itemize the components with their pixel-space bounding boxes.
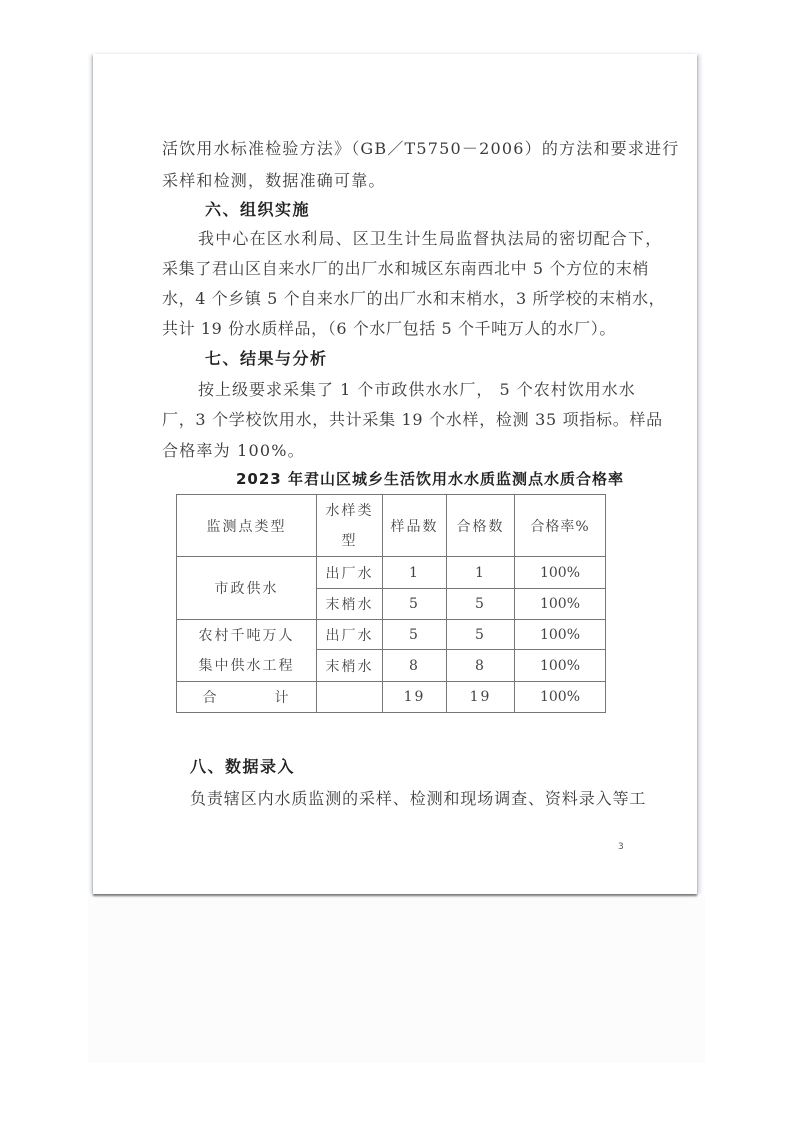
scan-background	[88, 895, 705, 1063]
header-cell	[317, 495, 383, 557]
qualified-cell: 5	[447, 620, 515, 650]
total-label-b: 计	[274, 690, 291, 706]
total-label-cell	[177, 682, 317, 713]
sample-type-cell: 出厂水	[317, 557, 383, 589]
site-type-line: 集中供水工程	[198, 657, 295, 674]
total-rate-cell: 100%	[515, 682, 606, 713]
paragraph-line: 水，4 个乡镇 5 个自来水厂的出厂水和末梢水，3 所学校的末梢水，	[162, 289, 666, 308]
sample-type-cell: 出厂水	[317, 620, 383, 650]
sample-type-cell: 末梢水	[317, 650, 383, 682]
qualified-cell: 5	[447, 589, 515, 620]
paragraph-line: 采样和检测，数据准确可靠。	[162, 171, 386, 190]
site-type-cell: 市政供水	[177, 557, 317, 620]
table-row	[177, 620, 606, 650]
qualified-cell: 8	[447, 650, 515, 682]
section-heading-7: 七、结果与分析	[205, 349, 328, 368]
total-label-a: 合	[202, 690, 219, 706]
site-type-line: 农村千吨万人	[198, 627, 295, 644]
rate-cell: 100%	[515, 650, 606, 682]
table-header-row	[177, 495, 606, 557]
header-cell-line: 水样类	[325, 502, 374, 519]
samples-cell: 5	[383, 589, 447, 620]
table-total-row	[177, 682, 606, 713]
site-type-cell	[177, 620, 317, 682]
total-samples-cell: 19	[383, 682, 447, 713]
qualified-cell: 1	[447, 557, 515, 589]
paragraph-line: 共计 19 份水质样品，（6 个水厂包括 5 个千吨万人的水厂）。	[162, 319, 616, 338]
header-cell: 监测点类型	[177, 495, 317, 557]
paragraph-line: 合格率为 100%。	[162, 441, 305, 460]
table-row	[177, 557, 606, 589]
samples-cell: 8	[383, 650, 447, 682]
paragraph-line: 我中心在区水利局、区卫生计生局监督执法局的密切配合下，	[198, 229, 663, 248]
total-sample-type-cell	[317, 682, 383, 713]
paragraph-line: 采集了君山区自来水厂的出厂水和城区东南西北中 5 个方位的末梢	[162, 259, 649, 278]
sample-type-cell: 末梢水	[317, 589, 383, 620]
section-heading-6: 六、组织实施	[205, 200, 311, 219]
paragraph-line: 厂，3 个学校饮用水，共计采集 19 个水样，检测 35 项指标。样品	[162, 410, 663, 429]
samples-cell: 5	[383, 620, 447, 650]
rate-cell: 100%	[515, 589, 606, 620]
page-number: 3	[618, 842, 624, 852]
total-qualified-cell: 19	[447, 682, 515, 713]
rate-cell: 100%	[515, 620, 606, 650]
paragraph-line: 负责辖区内水质监测的采样、检测和现场调查、资料录入等工	[190, 789, 647, 808]
header-cell: 合格率%	[515, 495, 606, 557]
header-cell: 合格数	[447, 495, 515, 557]
header-cell: 样品数	[383, 495, 447, 557]
section-heading-8: 八、数据录入	[190, 757, 296, 776]
paragraph-line: 活饮用水标准检验方法》（GB／T5750－2006）的方法和要求进行	[162, 139, 680, 158]
samples-cell: 1	[383, 557, 447, 589]
paragraph-line: 按上级要求采集了 1 个市政供水水厂， 5 个农村饮用水水	[198, 380, 636, 399]
table-caption: 2023 年君山区城乡生活饮用水水质监测点水质合格率	[236, 470, 624, 488]
water-quality-table	[176, 494, 606, 713]
rate-cell: 100%	[515, 557, 606, 589]
header-cell-line: 型	[341, 532, 358, 549]
